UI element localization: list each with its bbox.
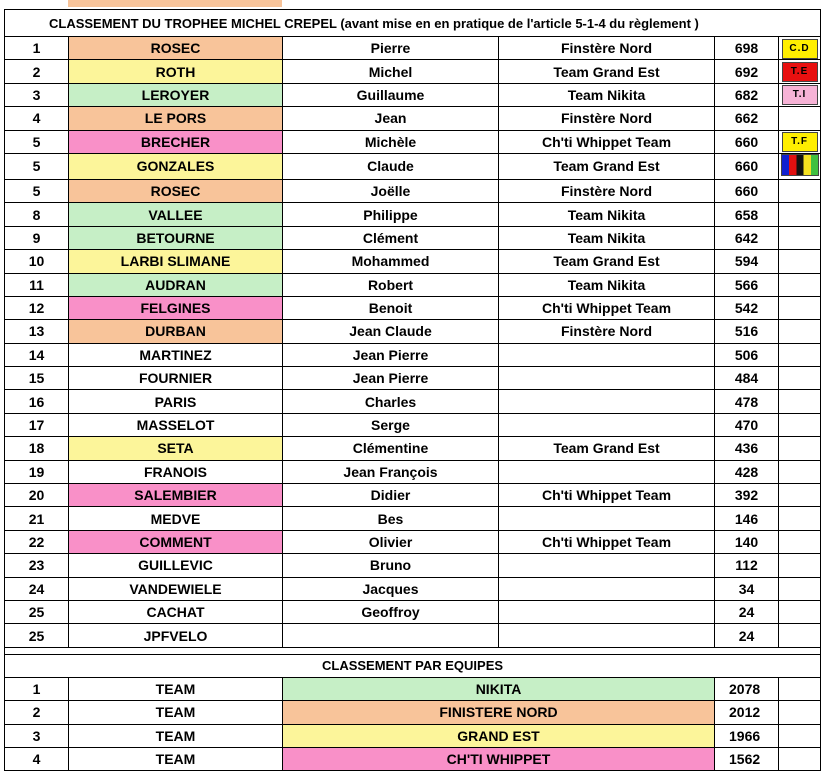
lastname-cell[interactable]: GUILLEVIC [69,554,283,577]
legend-cell[interactable] [779,367,821,390]
firstname-cell[interactable]: Clémentine [283,437,499,460]
firstname-cell[interactable]: Bruno [283,554,499,577]
lastname-cell[interactable]: BETOURNE [69,226,283,249]
team-points-cell[interactable]: 2078 [715,677,779,700]
legend-cell[interactable] [779,343,821,366]
team-cell[interactable]: Finstère Nord [499,179,715,202]
lastname-cell[interactable]: ROTH [69,60,283,83]
lastname-cell[interactable]: MARTINEZ [69,343,283,366]
legend-cell[interactable] [779,203,821,226]
points-cell[interactable]: 470 [715,413,779,436]
points-cell[interactable]: 542 [715,296,779,319]
legend-cell[interactable] [779,296,821,319]
lastname-cell[interactable]: MEDVE [69,507,283,530]
table-row [5,530,821,553]
lastname-cell[interactable]: FRANOIS [69,460,283,483]
points-cell[interactable]: 478 [715,390,779,413]
lastname-cell[interactable]: COMMENT [69,530,283,553]
legend-cell[interactable] [779,273,821,296]
rank-cell[interactable]: 11 [5,273,69,296]
rank-cell[interactable]: 9 [5,226,69,249]
firstname-cell[interactable]: Robert [283,273,499,296]
points-cell[interactable]: 516 [715,320,779,343]
table-row [5,484,821,507]
legend-cell[interactable] [779,413,821,436]
team-stripes-swatch [781,154,819,176]
firstname-cell[interactable]: Olivier [283,530,499,553]
top-color-strip [68,0,282,7]
points-cell[interactable]: 392 [715,484,779,507]
lastname-cell[interactable]: LEROYER [69,83,283,106]
rank-cell[interactable]: 12 [5,296,69,319]
team-cell[interactable] [499,624,715,647]
rank-cell[interactable]: 21 [5,507,69,530]
legend-cell[interactable] [779,130,821,153]
points-cell[interactable]: 692 [715,60,779,83]
lastname-cell[interactable]: DURBAN [69,320,283,343]
rank-cell[interactable]: 15 [5,367,69,390]
team-cell[interactable] [499,554,715,577]
firstname-cell[interactable]: Claude [283,153,499,179]
team-cell[interactable] [499,507,715,530]
firstname-cell[interactable]: Didier [283,484,499,507]
team-title-row [5,654,821,677]
points-cell[interactable]: 34 [715,577,779,600]
table-row [5,250,821,273]
team-cell[interactable]: Ch'ti Whippet Team [499,484,715,507]
rank-cell[interactable]: 17 [5,413,69,436]
rank-cell[interactable]: 22 [5,530,69,553]
rank-cell[interactable]: 24 [5,577,69,600]
team-cell[interactable] [499,390,715,413]
table-row [5,179,821,202]
lastname-cell[interactable]: SALEMBIER [69,484,283,507]
title-row [5,10,821,37]
legend-cell[interactable] [779,460,821,483]
team-label-cell[interactable]: TEAM [69,724,283,747]
points-cell[interactable]: 642 [715,226,779,249]
legend-tag: C.D [782,39,818,59]
team-cell[interactable]: Team Nikita [499,83,715,106]
table-row [5,37,821,60]
table-row [5,600,821,623]
points-cell[interactable]: 112 [715,554,779,577]
rank-cell[interactable]: 16 [5,390,69,413]
points-cell[interactable]: 660 [715,130,779,153]
rank-cell[interactable]: 2 [5,60,69,83]
spacer-cell [5,647,821,654]
team-cell[interactable]: Team Nikita [499,203,715,226]
legend-cell[interactable] [779,577,821,600]
lastname-cell[interactable]: ROSEC [69,37,283,60]
team-row [5,724,821,747]
points-cell[interactable]: 660 [715,153,779,179]
legend-cell[interactable] [779,226,821,249]
team-row [5,701,821,724]
team-points-cell[interactable]: 1966 [715,724,779,747]
points-cell[interactable]: 428 [715,460,779,483]
legend-cell[interactable] [779,153,821,179]
table-row [5,273,821,296]
points-cell[interactable]: 436 [715,437,779,460]
legend-cell[interactable] [779,437,821,460]
legend-cell[interactable] [779,390,821,413]
team-cell[interactable]: Team Nikita [499,226,715,249]
team-empty-cell[interactable] [779,677,821,700]
lastname-cell[interactable]: AUDRAN [69,273,283,296]
rank-cell[interactable]: 20 [5,484,69,507]
legend-cell[interactable] [779,320,821,343]
rank-cell[interactable]: 10 [5,250,69,273]
legend-tag: T.I [782,85,818,105]
team-cell[interactable]: Team Grand Est [499,60,715,83]
team-cell[interactable]: Team Grand Est [499,437,715,460]
points-cell[interactable]: 484 [715,367,779,390]
lastname-cell[interactable]: FELGINES [69,296,283,319]
legend-tag: T.F [782,132,818,152]
table-row [5,153,821,179]
legend-cell[interactable] [779,60,821,83]
firstname-cell[interactable]: Jacques [283,577,499,600]
lastname-cell[interactable]: VALLEE [69,203,283,226]
team-cell[interactable] [499,460,715,483]
rank-cell[interactable]: 18 [5,437,69,460]
table-row [5,437,821,460]
points-cell[interactable]: 566 [715,273,779,296]
team-name-cell[interactable]: NIKITA [283,677,715,700]
team-label-cell[interactable]: TEAM [69,747,283,770]
lastname-cell[interactable]: PARIS [69,390,283,413]
lastname-cell[interactable]: GONZALES [69,153,283,179]
lastname-cell[interactable]: VANDEWIELE [69,577,283,600]
ranking-table-body [5,10,821,771]
rank-cell[interactable]: 5 [5,130,69,153]
legend-cell[interactable] [779,600,821,623]
lastname-cell[interactable]: FOURNIER [69,367,283,390]
team-ranking-title: CLASSEMENT PAR EQUIPES [5,654,821,677]
table-row [5,296,821,319]
points-cell[interactable]: 24 [715,600,779,623]
team-cell[interactable]: Ch'ti Whippet Team [499,130,715,153]
legend-cell[interactable] [779,37,821,60]
rank-cell[interactable]: 5 [5,179,69,202]
firstname-cell[interactable]: Jean François [283,460,499,483]
team-rank-cell[interactable]: 2 [5,701,69,724]
team-rank-cell[interactable]: 4 [5,747,69,770]
lastname-cell[interactable]: ROSEC [69,179,283,202]
table-row [5,226,821,249]
team-name-cell[interactable]: CH'TI WHIPPET [283,747,715,770]
team-empty-cell[interactable] [779,724,821,747]
legend-cell[interactable] [779,83,821,106]
points-cell[interactable]: 594 [715,250,779,273]
rank-cell[interactable]: 13 [5,320,69,343]
table-row [5,130,821,153]
lastname-cell[interactable]: SETA [69,437,283,460]
ranking-table [4,9,821,771]
firstname-cell[interactable]: Philippe [283,203,499,226]
firstname-cell[interactable] [283,624,499,647]
firstname-cell[interactable]: Mohammed [283,250,499,273]
table-row [5,107,821,130]
firstname-cell[interactable]: Jean Claude [283,320,499,343]
table-row [5,460,821,483]
legend-cell[interactable] [779,624,821,647]
legend-cell[interactable] [779,554,821,577]
rank-cell[interactable]: 25 [5,600,69,623]
lastname-cell[interactable]: LARBI SLIMANE [69,250,283,273]
points-cell[interactable]: 662 [715,107,779,130]
rank-cell[interactable]: 25 [5,624,69,647]
rank-cell[interactable]: 14 [5,343,69,366]
legend-tag: T.E [782,62,818,82]
firstname-cell[interactable]: Jean [283,107,499,130]
rank-cell[interactable]: 3 [5,83,69,106]
firstname-cell[interactable]: Clément [283,226,499,249]
firstname-cell[interactable]: Jean Pierre [283,367,499,390]
rank-cell[interactable]: 4 [5,107,69,130]
team-cell[interactable]: Finstère Nord [499,320,715,343]
lastname-cell[interactable]: CACHAT [69,600,283,623]
spacer-row [5,647,821,654]
firstname-cell[interactable]: Jean Pierre [283,343,499,366]
lastname-cell[interactable]: MASSELOT [69,413,283,436]
legend-cell[interactable] [779,179,821,202]
rank-cell[interactable]: 5 [5,153,69,179]
team-cell[interactable] [499,343,715,366]
team-rank-cell[interactable]: 3 [5,724,69,747]
legend-cell[interactable] [779,107,821,130]
rank-cell[interactable]: 8 [5,203,69,226]
table-row [5,320,821,343]
lastname-cell[interactable]: LE PORS [69,107,283,130]
legend-cell[interactable] [779,530,821,553]
team-cell[interactable] [499,367,715,390]
team-name-cell[interactable]: GRAND EST [283,724,715,747]
team-cell[interactable] [499,577,715,600]
firstname-cell[interactable]: Pierre [283,37,499,60]
team-row [5,747,821,770]
points-cell[interactable]: 698 [715,37,779,60]
team-cell[interactable]: Ch'ti Whippet Team [499,530,715,553]
team-empty-cell[interactable] [779,747,821,770]
firstname-cell[interactable]: Guillaume [283,83,499,106]
rank-cell[interactable]: 1 [5,37,69,60]
firstname-cell[interactable]: Michèle [283,130,499,153]
table-row [5,507,821,530]
table-row [5,624,821,647]
points-cell[interactable]: 140 [715,530,779,553]
team-cell[interactable]: Finstère Nord [499,37,715,60]
firstname-cell[interactable]: Bes [283,507,499,530]
firstname-cell[interactable]: Geoffroy [283,600,499,623]
table-row [5,83,821,106]
team-cell[interactable]: Finstère Nord [499,107,715,130]
points-cell[interactable]: 682 [715,83,779,106]
firstname-cell[interactable]: Joëlle [283,179,499,202]
table-row [5,390,821,413]
points-cell[interactable]: 658 [715,203,779,226]
firstname-cell[interactable]: Serge [283,413,499,436]
team-empty-cell[interactable] [779,701,821,724]
team-label-cell[interactable]: TEAM [69,701,283,724]
table-row [5,577,821,600]
team-rank-cell[interactable]: 1 [5,677,69,700]
team-name-cell[interactable]: FINISTERE NORD [283,701,715,724]
team-cell[interactable]: Team Nikita [499,273,715,296]
team-cell[interactable] [499,600,715,623]
page-title: CLASSEMENT DU TROPHEE MICHEL CREPEL (avant mise en en pratique de l'article 5-1-4 du règlement ) [5,10,821,37]
team-cell[interactable] [499,413,715,436]
firstname-cell[interactable]: Charles [283,390,499,413]
table-row [5,60,821,83]
team-cell[interactable]: Team Grand Est [499,153,715,179]
lastname-cell[interactable]: BRECHER [69,130,283,153]
points-cell[interactable]: 660 [715,179,779,202]
firstname-cell[interactable]: Michel [283,60,499,83]
table-row [5,203,821,226]
team-points-cell[interactable]: 1562 [715,747,779,770]
team-row [5,677,821,700]
points-cell[interactable]: 24 [715,624,779,647]
firstname-cell[interactable]: Benoit [283,296,499,319]
table-row [5,413,821,436]
legend-cell[interactable] [779,484,821,507]
points-cell[interactable]: 146 [715,507,779,530]
team-label-cell[interactable]: TEAM [69,677,283,700]
table-row [5,343,821,366]
table-row [5,367,821,390]
rank-cell[interactable]: 19 [5,460,69,483]
rank-cell[interactable]: 23 [5,554,69,577]
points-cell[interactable]: 506 [715,343,779,366]
legend-cell[interactable] [779,250,821,273]
table-row [5,554,821,577]
team-cell[interactable]: Ch'ti Whippet Team [499,296,715,319]
team-points-cell[interactable]: 2012 [715,701,779,724]
lastname-cell[interactable]: JPFVELO [69,624,283,647]
team-cell[interactable]: Team Grand Est [499,250,715,273]
legend-cell[interactable] [779,507,821,530]
